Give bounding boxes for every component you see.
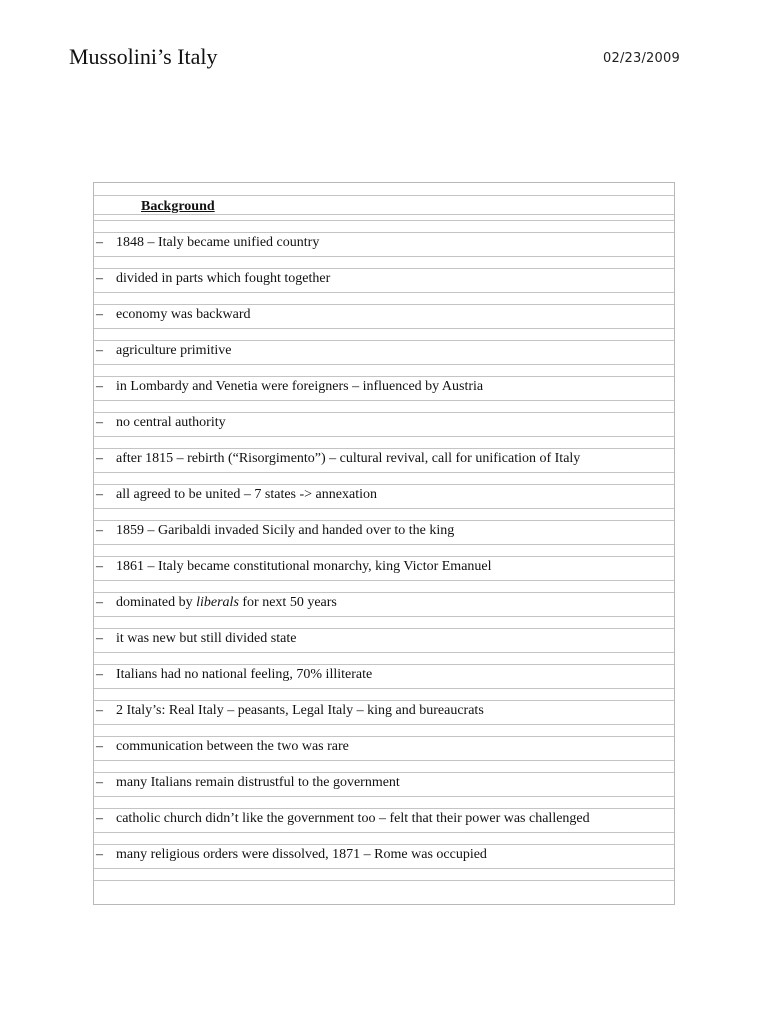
note-item xyxy=(94,269,674,289)
ruled-line xyxy=(94,544,674,545)
note-text: Italians had no national feeling, 70% illiterate xyxy=(116,667,373,682)
note-item xyxy=(94,413,674,433)
note-item xyxy=(94,557,674,577)
bullet-dash: – xyxy=(96,235,103,250)
bullet-dash: – xyxy=(96,271,103,286)
note-text: no central authority xyxy=(116,415,226,430)
note-text: 1861 – Italy became constitutional monarchy, king Victor Emanuel xyxy=(116,559,492,574)
note-item xyxy=(94,629,674,649)
note-text-part: dominated by xyxy=(116,595,197,610)
ruled-line xyxy=(94,688,674,689)
note-text: many Italians remain distrustful to the government xyxy=(116,775,400,790)
ruled-line xyxy=(94,364,674,365)
note-item xyxy=(94,521,674,541)
note-item xyxy=(94,233,674,253)
bullet-dash: – xyxy=(96,811,103,826)
ruled-line xyxy=(94,214,674,215)
bullet-dash: – xyxy=(96,307,103,322)
note-text: divided in parts which fought together xyxy=(116,271,331,286)
bullet-dash: – xyxy=(96,739,103,754)
ruled-line xyxy=(94,220,674,221)
bullet-dash: – xyxy=(96,523,103,538)
note-item xyxy=(94,737,674,757)
ruled-line xyxy=(94,328,674,329)
ruled-line xyxy=(94,256,674,257)
ruled-line xyxy=(94,652,674,653)
bullet-dash: – xyxy=(96,415,103,430)
bullet-dash: – xyxy=(96,343,103,358)
note-text: catholic church didn’t like the government too – felt that their power was challenged xyxy=(116,811,590,826)
note-item xyxy=(94,593,674,613)
section-heading: Background xyxy=(141,199,215,214)
ruled-line xyxy=(94,436,674,437)
note-text: agriculture primitive xyxy=(116,343,232,358)
notes-grid xyxy=(93,182,675,905)
ruled-line xyxy=(94,400,674,401)
note-text-emphasis: liberals xyxy=(196,595,239,610)
document-title: Mussolini’s Italy xyxy=(69,44,218,69)
ruled-line xyxy=(94,508,674,509)
ruled-line xyxy=(94,195,674,196)
bullet-dash: – xyxy=(96,667,103,682)
bullet-dash: – xyxy=(96,451,103,466)
note-text: 1848 – Italy became unified country xyxy=(116,235,320,250)
bullet-dash: – xyxy=(96,847,103,862)
ruled-line xyxy=(94,832,674,833)
bullet-dash: – xyxy=(96,595,103,610)
ruled-line xyxy=(94,292,674,293)
ruled-line xyxy=(94,472,674,473)
note-text: in Lombardy and Venetia were foreigners – influenced by Austria xyxy=(116,379,484,394)
note-text: 1859 – Garibaldi invaded Sicily and handed over to the king xyxy=(116,523,455,538)
ruled-line xyxy=(94,616,674,617)
ruled-line xyxy=(94,760,674,761)
bullet-dash: – xyxy=(96,703,103,718)
note-text-part: for next 50 years xyxy=(238,595,337,610)
note-text xyxy=(116,593,337,613)
ruled-line xyxy=(94,724,674,725)
document-date: 02/23/2009 xyxy=(603,51,680,66)
bullet-dash: – xyxy=(96,487,103,502)
note-text: all agreed to be united – 7 states -> annexation xyxy=(116,487,377,502)
note-item xyxy=(94,305,674,325)
note-text: 2 Italy’s: Real Italy – peasants, Legal Italy – king and bureaucrats xyxy=(116,703,484,718)
note-item xyxy=(94,377,674,397)
note-item xyxy=(94,485,674,505)
note-item xyxy=(94,665,674,685)
note-item xyxy=(94,809,674,829)
ruled-line xyxy=(94,868,674,869)
note-text: it was new but still divided state xyxy=(116,631,297,646)
note-item xyxy=(94,449,674,469)
note-item xyxy=(94,845,674,865)
note-item xyxy=(94,701,674,721)
note-text: many religious orders were dissolved, 1871 – Rome was occupied xyxy=(116,847,487,862)
bullet-dash: – xyxy=(96,775,103,790)
note-item xyxy=(94,773,674,793)
ruled-line xyxy=(94,580,674,581)
bullet-dash: – xyxy=(96,379,103,394)
note-text: after 1815 – rebirth (“Risorgimento”) – cultural revival, call for unification of Italy xyxy=(116,451,581,466)
note-item xyxy=(94,341,674,361)
bullet-dash: – xyxy=(96,631,103,646)
bullet-dash: – xyxy=(96,559,103,574)
ruled-line xyxy=(94,796,674,797)
note-text: communication between the two was rare xyxy=(116,739,349,754)
ruled-line xyxy=(94,880,674,881)
note-text: economy was backward xyxy=(116,307,251,322)
